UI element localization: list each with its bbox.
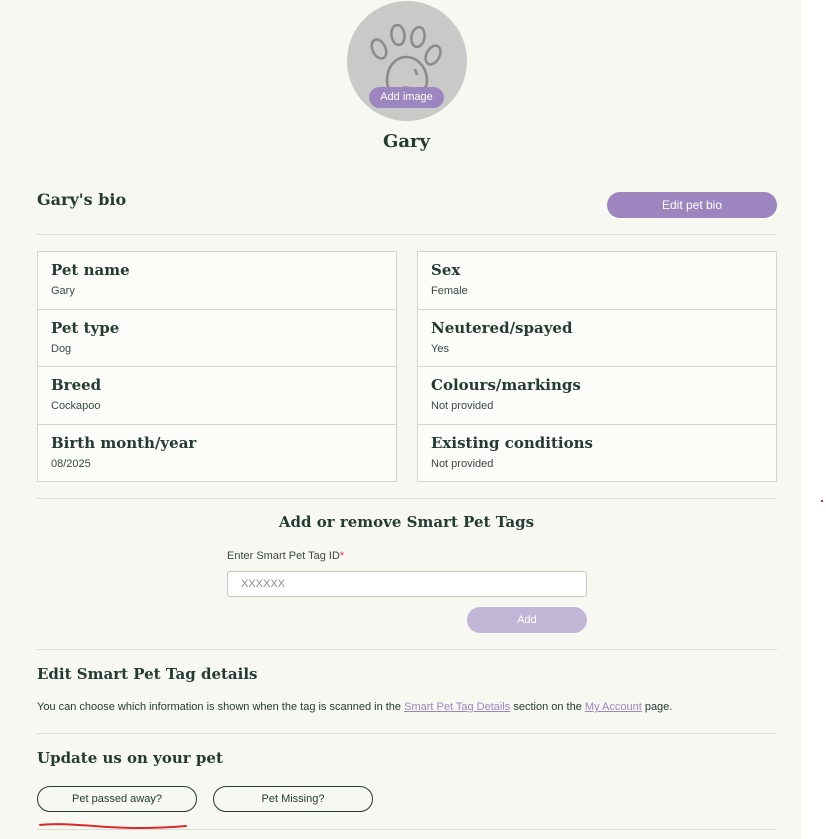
bio-card-left [37, 251, 397, 482]
field-breed [38, 367, 396, 425]
field-value: 08/2025 [51, 457, 91, 470]
add-image-button[interactable]: Add image [369, 87, 444, 108]
red-mark [821, 500, 823, 502]
divider [37, 498, 777, 499]
edit-pet-bio-button[interactable]: Edit pet bio [607, 192, 777, 218]
field-pet-name [38, 252, 396, 310]
edit-tag-details-title: Edit Smart Pet Tag details [37, 665, 258, 683]
tag-id-label [227, 550, 344, 562]
info-text: page. [641, 701, 673, 713]
bio-card-right [417, 251, 777, 482]
field-label: Birth month/year [51, 433, 197, 452]
field-value: Cockapoo [51, 400, 101, 412]
field-label: Pet name [51, 261, 130, 279]
smart-tags-title: Add or remove Smart Pet Tags [278, 513, 535, 531]
smart-pet-tag-details-link[interactable]: Smart Pet Tag Details [404, 701, 511, 713]
field-value: Yes [431, 342, 449, 355]
red-underline-annotation [38, 820, 190, 832]
field-birth [38, 425, 396, 483]
divider [37, 829, 777, 830]
field-colours [418, 367, 776, 425]
divider [37, 733, 777, 734]
divider [37, 234, 777, 235]
tag-id-label-text: Enter Smart Pet Tag ID [227, 550, 340, 562]
info-text: section on the [510, 701, 585, 713]
field-label: Sex [431, 261, 461, 279]
field-label: Colours/markings [431, 376, 581, 394]
field-label: Neutered/spayed [431, 318, 573, 337]
field-label: Breed [51, 376, 102, 394]
field-label: Existing conditions [431, 433, 593, 452]
field-value: Not provided [431, 400, 494, 412]
pet-passed-away-button[interactable]: Pet passed away? [37, 786, 197, 812]
field-value: Dog [51, 342, 72, 355]
update-pet-title: Update us on your pet [37, 749, 223, 767]
pet-missing-button[interactable]: Pet Missing? [213, 786, 373, 812]
info-text: You can choose which information is shown when the tag is scanned in the [37, 701, 405, 713]
divider [37, 649, 777, 650]
add-tag-button[interactable]: Add [467, 607, 587, 633]
field-value: Female [431, 285, 468, 297]
bio-section-title: Gary's bio [37, 190, 127, 209]
my-account-link[interactable]: My Account [584, 701, 642, 713]
field-conditions [418, 425, 776, 483]
tag-details-info [37, 701, 672, 713]
required-mark: * [339, 550, 345, 562]
field-sex [418, 252, 776, 310]
field-value: Gary [51, 285, 75, 297]
field-label: Pet type [51, 318, 120, 337]
field-neutered [418, 310, 776, 368]
pet-name-heading: Gary [383, 131, 430, 152]
tag-id-input[interactable] [227, 571, 587, 597]
field-pet-type [38, 310, 396, 368]
field-value: Not provided [431, 457, 494, 470]
